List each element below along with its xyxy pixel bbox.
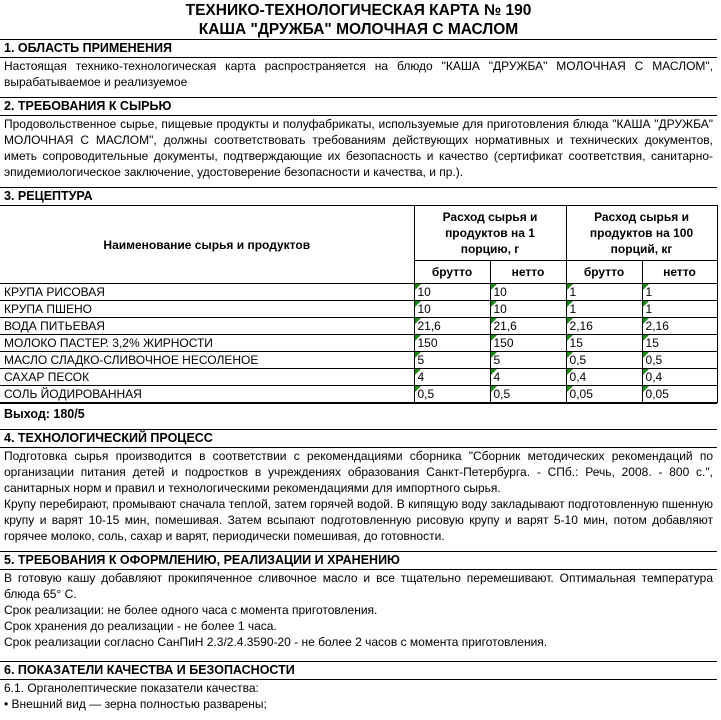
recipe-row <box>0 318 717 335</box>
section-5-para-3: Срок хранения до реализации - не более 1 часа. <box>4 619 277 633</box>
brutto-portion-cell: 150 <box>414 335 490 352</box>
col-netto-1: нетто <box>490 261 566 284</box>
netto-portion-cell: 21,6 <box>490 318 566 335</box>
recipe-row <box>0 284 717 301</box>
netto-100-cell: 0,05 <box>642 386 717 403</box>
netto-portion-cell: 10 <box>490 284 566 301</box>
brutto-100-cell: 1 <box>566 301 642 318</box>
title-line-1: ТЕХНИКО-ТЕХНОЛОГИЧЕСКАЯ КАРТА № 190 <box>185 2 532 19</box>
col-header-100: Расход сырья и продуктов на 100 порций, кг <box>566 206 717 261</box>
brutto-100-cell: 0,05 <box>566 386 642 403</box>
netto-100-cell: 2,16 <box>642 318 717 335</box>
brutto-portion-cell: 10 <box>414 301 490 318</box>
section-5-para-1: В готовую кашу добавляют прокипяченное сливочное масло и все тщательно перемешивают. Оптимальная температура блюда 65° С. <box>4 571 713 601</box>
recipe-row <box>0 369 717 386</box>
ingredient-name: САХАР ПЕСОК <box>0 369 414 386</box>
brutto-portion-cell: 10 <box>414 284 490 301</box>
recipe-row <box>0 335 717 352</box>
section-5-heading: 5. ТРЕБОВАНИЯ К ОФОРМЛЕНИЮ, РЕАЛИЗАЦИИ И ХРАНЕНИЮ <box>0 551 717 570</box>
netto-portion-cell: 10 <box>490 301 566 318</box>
col-brutto-1: брутто <box>414 261 490 284</box>
brutto-portion-cell: 21,6 <box>414 318 490 335</box>
netto-100-cell: 15 <box>642 335 717 352</box>
section-1-heading: 1. ОБЛАСТЬ ПРИМЕНЕНИЯ <box>0 39 717 58</box>
brutto-100-cell: 0,5 <box>566 352 642 369</box>
brutto-portion-cell: 0,5 <box>414 386 490 403</box>
netto-100-cell: 1 <box>642 301 717 318</box>
section-4-para-2: Крупу перебирают, промывают сначала теплой, затем горячей водой. В кипящую воду закладывают подготовленную пшенную крупу и варят 10-15 мин, помешивая. Затем всыпают подготовленную рисовую крупу и варят 5-10 мин, потом добавляют горячее молоко, соль, сахар и варят, периодически помешивая, до готовности. <box>4 497 713 543</box>
netto-portion-cell: 150 <box>490 335 566 352</box>
brutto-100-cell: 15 <box>566 335 642 352</box>
netto-portion-cell: 5 <box>490 352 566 369</box>
section-5-para-2: Срок реализации: не более одного часа с момента приготовления. <box>4 603 378 617</box>
col-header-portion: Расход сырья и продуктов на 1 порцию, г <box>414 206 566 261</box>
brutto-portion-cell: 4 <box>414 369 490 386</box>
section-5-para-4: Срок реализации согласно СанПиН 2.3/2.4.3590-20 - не более 2 часов с момента приготовления. <box>4 635 548 649</box>
brutto-100-cell: 2,16 <box>566 318 642 335</box>
ingredient-name: КРУПА РИСОВАЯ <box>0 284 414 301</box>
section-3-heading: 3. РЕЦЕПТУРА <box>0 187 717 205</box>
section-6-heading: 6. ПОКАЗАТЕЛИ КАЧЕСТВА И БЕЗОПАСНОСТИ <box>0 661 717 680</box>
section-6-para-1: 6.1. Органолептические показатели качества: <box>4 681 259 695</box>
section-2-text: Продовольственное сырье, пищевые продукты и полуфабрикаты, используемые для приготовления блюда "КАША "ДРУЖБА" МОЛОЧНАЯ С МАСЛОМ", должны соответствовать требованиям действующих нормативных и технических документов, иметь сопроводительные документы, подтверждающие их безопасность и качество (сертификат соответствия, санитарно-эпидемиологическое заключение, удостоверение безопасности и качества, и пр.). <box>4 117 713 179</box>
recipe-row <box>0 386 717 403</box>
col-brutto-100: брутто <box>566 261 642 284</box>
netto-100-cell: 1 <box>642 284 717 301</box>
ingredient-name: МАСЛО СЛАДКО-СЛИВОЧНОЕ НЕСОЛЕНОЕ <box>0 352 414 369</box>
brutto-100-cell: 0,4 <box>566 369 642 386</box>
section-6-para-2: • Внешний вид — зерна полностью разварены; <box>4 697 267 711</box>
recipe-row <box>0 301 717 318</box>
yield: Выход: 180/5 <box>0 403 717 424</box>
ingredient-name: КРУПА ПШЕНО <box>0 301 414 318</box>
section-4-heading: 4. ТЕХНОЛОГИЧЕСКИЙ ПРОЦЕСС <box>0 429 717 448</box>
netto-portion-cell: 0,5 <box>490 386 566 403</box>
title-line-2: КАША "ДРУЖБА" МОЛОЧНАЯ С МАСЛОМ <box>198 21 519 38</box>
brutto-portion-cell: 5 <box>414 352 490 369</box>
ingredient-name: МОЛОКО ПАСТЕР. 3,2% ЖИРНОСТИ <box>0 335 414 352</box>
document-title <box>0 0 717 39</box>
netto-100-cell: 0,5 <box>642 352 717 369</box>
netto-100-cell: 0,4 <box>642 369 717 386</box>
col-netto-100: нетто <box>642 261 717 284</box>
section-4-para-1: Подготовка сырья производится в соответствии с рекомендациями сборника "Сборник методических рекомендаций по организации питания детей и подростков в учреждениях образования Санкт-Петербурга. - СПб.: Речь, 2008. - 800 с.", санитарных норм и правил и технологическими рекомендациями для импортного сырья. <box>4 449 713 495</box>
section-1-text: Настоящая технико-технологическая карта распространяется на блюдо "КАША "ДРУЖБА" МОЛОЧНАЯ С МАСЛОМ", вырабатываемое и реализуемое <box>4 59 713 89</box>
netto-portion-cell: 4 <box>490 369 566 386</box>
ingredient-name: СОЛЬ ЙОДИРОВАННАЯ <box>0 386 414 403</box>
col-header-name: Наименование сырья и продуктов <box>0 206 414 284</box>
ingredient-name: ВОДА ПИТЬЕВАЯ <box>0 318 414 335</box>
section-2-heading: 2. ТРЕБОВАНИЯ К СЫРЬЮ <box>0 97 717 116</box>
brutto-100-cell: 1 <box>566 284 642 301</box>
recipe-table <box>0 205 718 403</box>
recipe-row <box>0 352 717 369</box>
